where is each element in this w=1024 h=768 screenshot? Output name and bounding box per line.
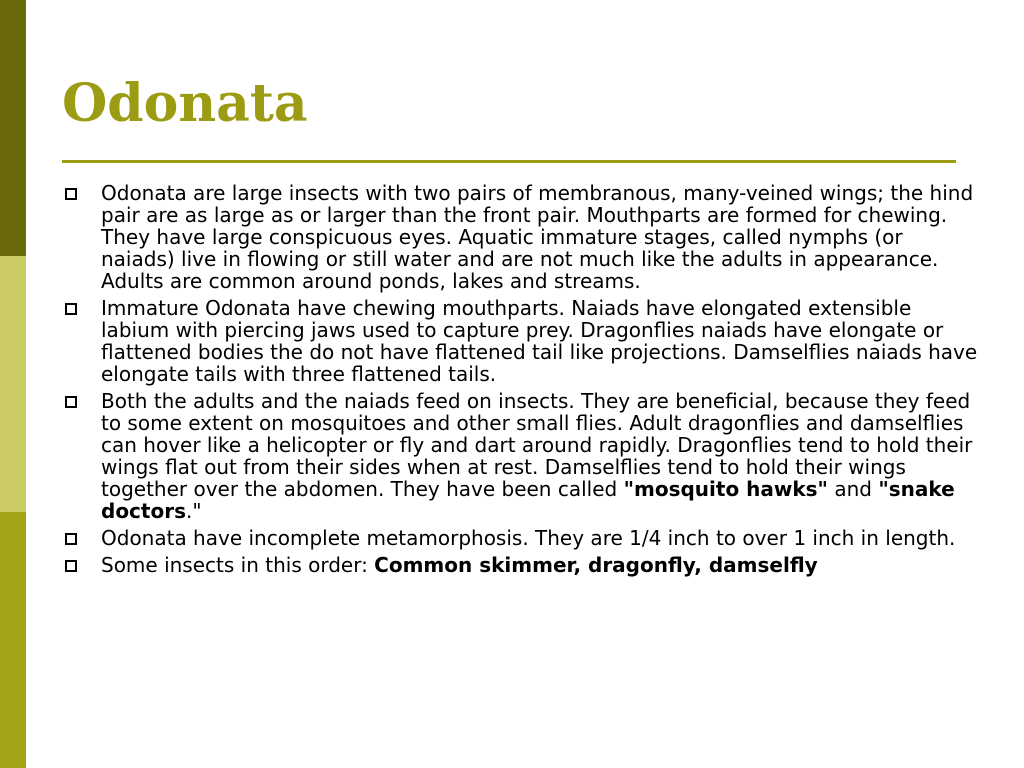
side-bar-segment-bottom — [0, 512, 26, 768]
bullet-text: ." — [185, 499, 202, 523]
bullet-text: and — [827, 477, 879, 501]
bullet-bold-text: "mosquito hawks" — [623, 477, 828, 501]
bullet-item-5 — [62, 554, 982, 576]
bullet-text: Immature Odonata have chewing mouthparts. Naiads have elongated extensible labium with piercing jaws used to capture prey. Dragonflies naiads have elongate or flattened bodies the do not have flattened tail like projections. Damselflies naiads have elongate tails with three flattened tails. — [101, 296, 978, 386]
slide-title: Odonata — [62, 73, 308, 134]
square-bullet-icon — [65, 560, 77, 572]
square-bullet-icon — [65, 303, 77, 315]
bullet-item-1 — [62, 182, 982, 292]
decorative-side-bar — [0, 0, 26, 768]
bullet-item-4 — [62, 527, 982, 549]
side-bar-segment-middle — [0, 256, 26, 512]
square-bullet-icon — [65, 396, 77, 408]
bullet-bold-text: "snake doctors — [101, 477, 955, 523]
bullet-text: Odonata have incomplete metamorphosis. They are 1/4 inch to over 1 inch in length. — [101, 526, 956, 550]
title-divider — [62, 160, 956, 163]
bullet-text: Both the adults and the naiads feed on insects. They are beneficial, because they feed to some extent on mosquitoes and other small flies. Adult dragonflies and damselflies can hover like a helicopter or fly and dart around rapidly. Dragonflies tend to hold their wings flat out from their sides when at rest. Damselflies tend to hold their wings together over the abdomen. They have been called — [101, 389, 973, 501]
bullet-text: Odonata are large insects with two pairs of membranous, many-veined wings; the hind pair are as large as or larger than the front pair. Mouthparts are formed for chewing. They have large conspicuous eyes. Aquatic immature stages, called nymphs (or naiads) live in flowing or still water and are not much like the adults in appearance. Adults are common around ponds, lakes and streams. — [101, 181, 974, 293]
square-bullet-icon — [65, 188, 77, 200]
square-bullet-icon — [65, 533, 77, 545]
bullet-list — [62, 182, 982, 581]
bullet-item-2 — [62, 297, 982, 385]
bullet-item-3 — [62, 390, 982, 522]
side-bar-segment-top — [0, 0, 26, 256]
bullet-text: Some insects in this order: — [101, 553, 375, 577]
bullet-bold-text: Common skimmer, dragonfly, damselfly — [374, 553, 818, 577]
